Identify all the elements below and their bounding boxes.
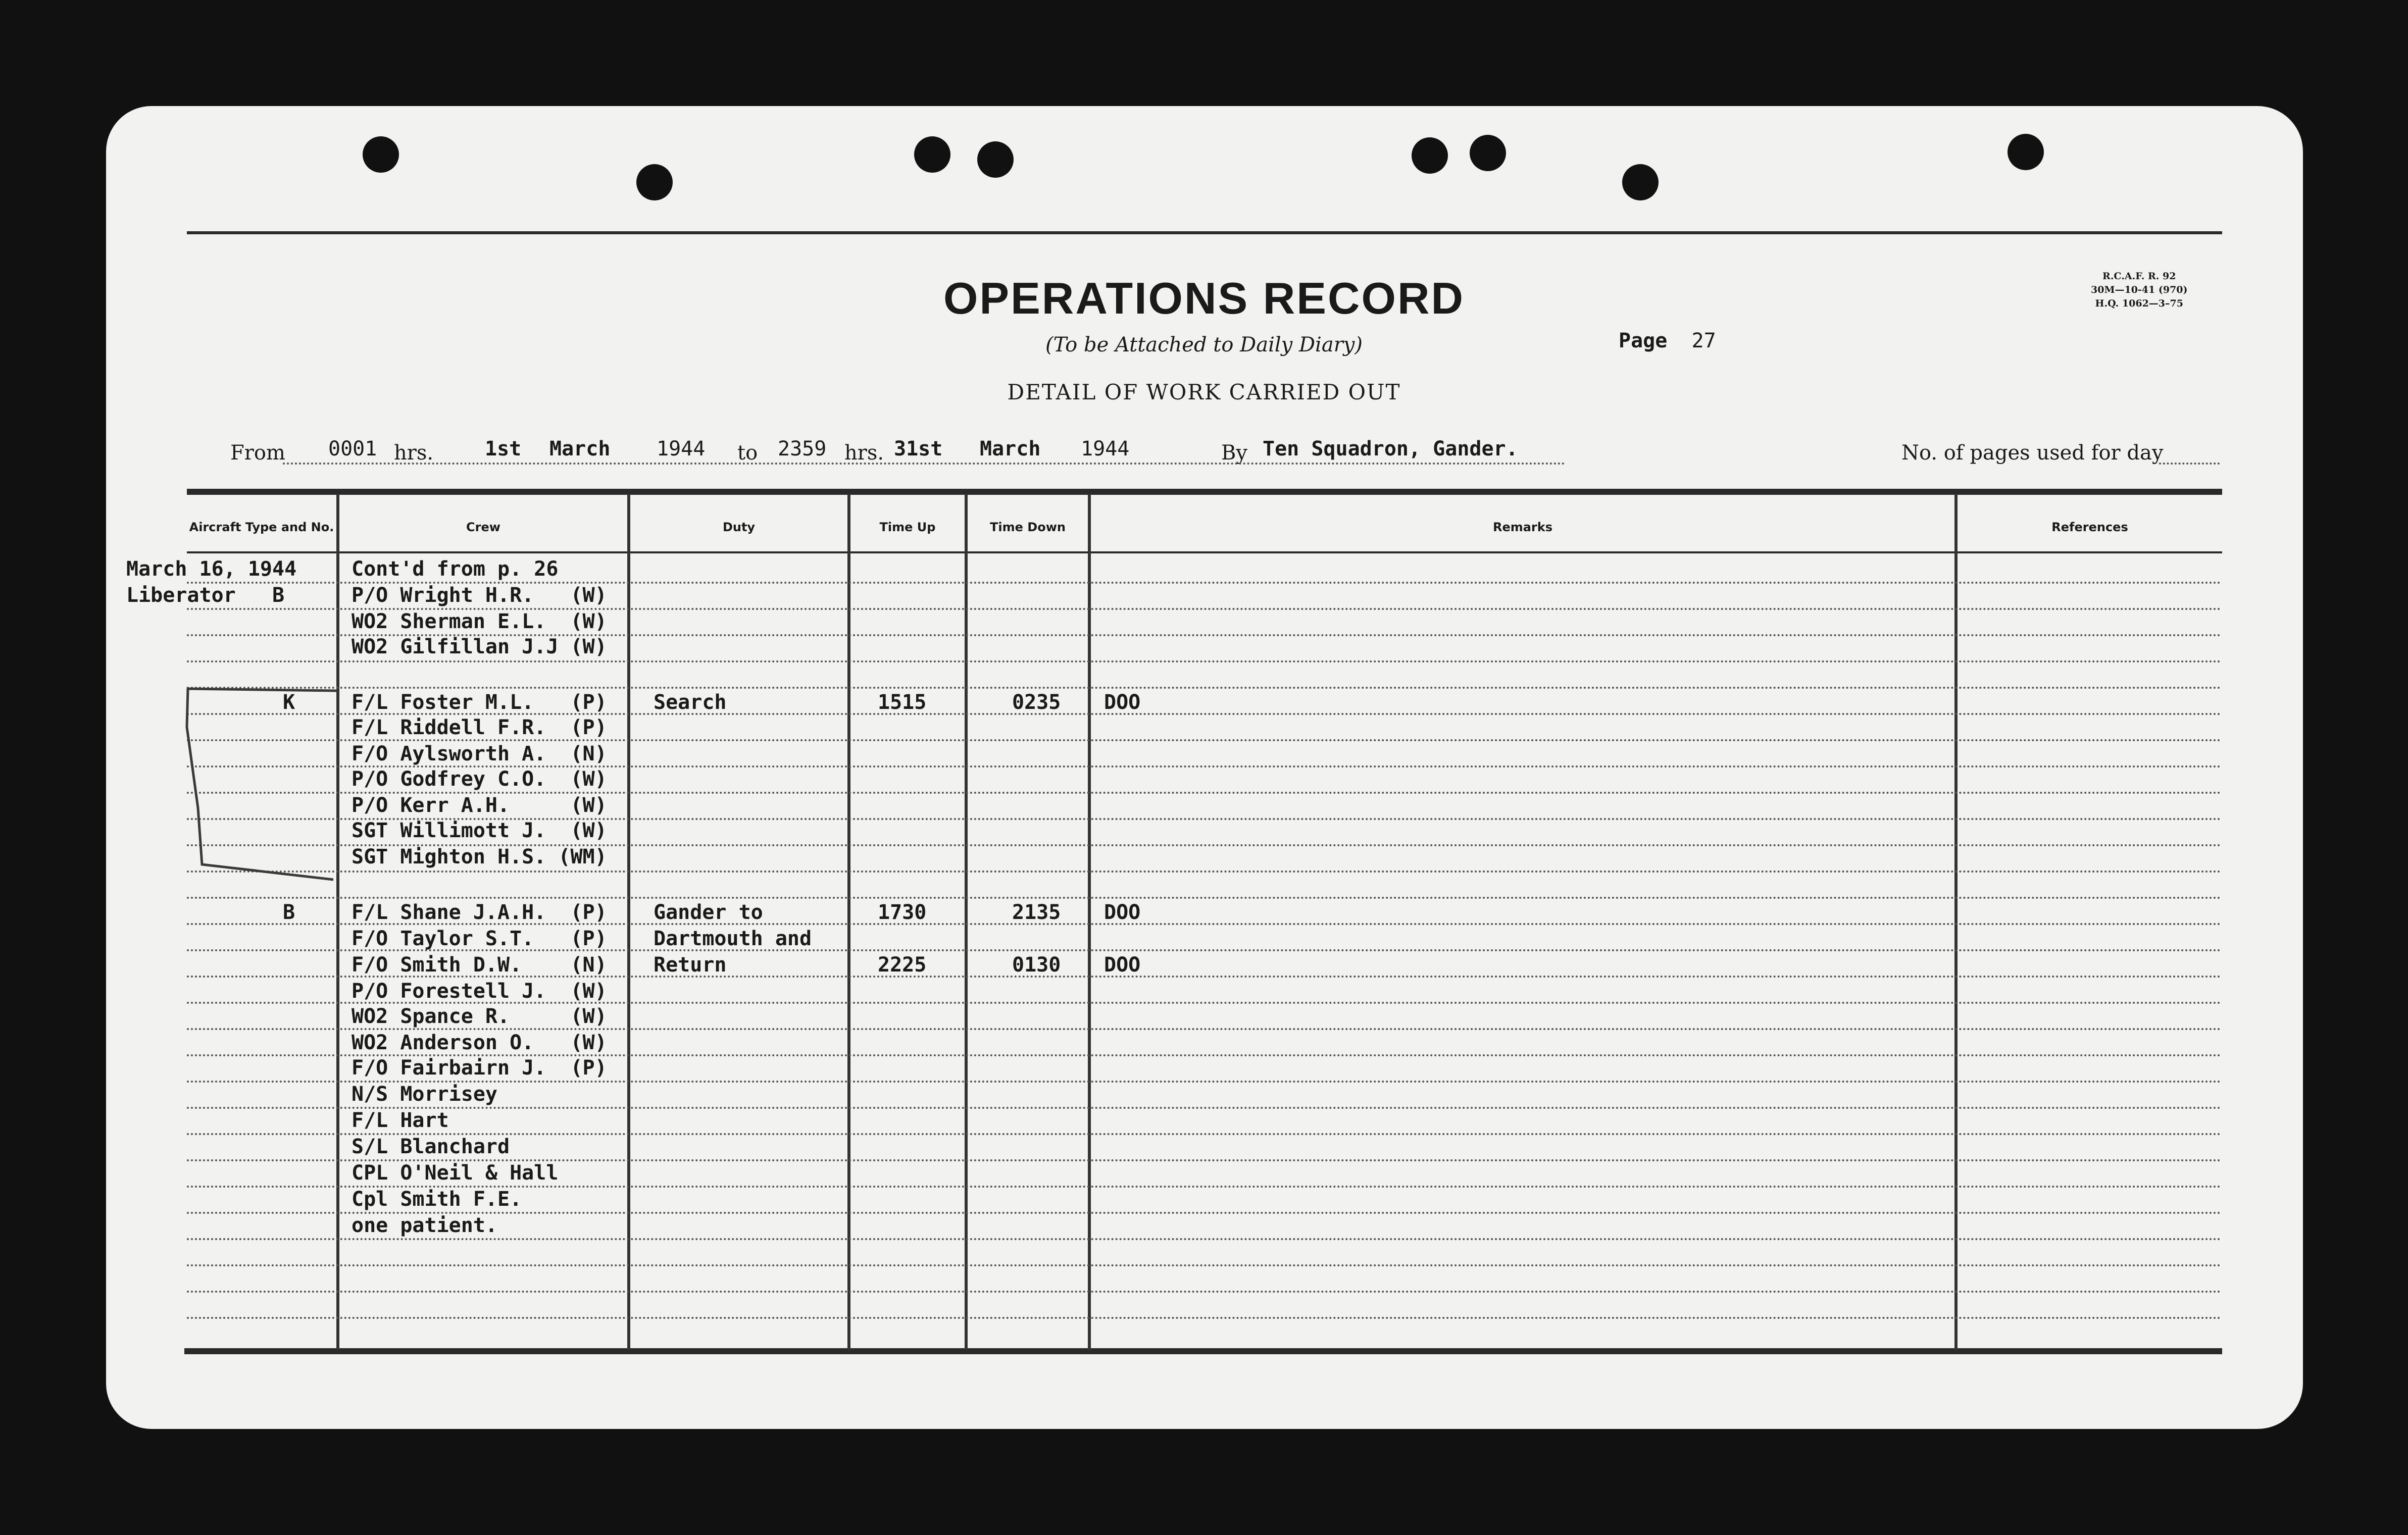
crew-cell: F/L Shane J.A.H. (P) [352,901,607,924]
column-header-time-down: Time Down [990,520,1066,534]
time-up-cell: 2225 [878,953,927,977]
to-label: to [737,441,758,465]
crew-cell: WO2 Gilfillan J.J (W) [352,635,607,658]
crew-cell: one patient. [352,1214,497,1237]
crew-cell: WO2 Sherman E.L. (W) [352,610,607,633]
column-divider [965,494,968,1350]
column-header-remarks: Remarks [1492,520,1553,534]
punch-hole [914,136,950,173]
crew-cell: WO2 Spance R. (W) [352,1005,607,1028]
duty-cell: Search [654,691,727,714]
punch-hole [1622,164,1659,200]
hrs-label: hrs. [844,441,884,465]
ruled-line [187,687,2222,689]
column-divider [847,494,850,1350]
from-label: From [230,441,285,465]
punch-hole [2008,134,2044,170]
ruled-line [187,871,2222,873]
crew-cell: F/O Smith D.W. (N) [352,953,607,977]
ruled-line [187,1291,2222,1293]
column-divider [1088,494,1091,1350]
form-code-line: 30M—10-41 (970) [2091,284,2188,295]
column-divider [627,494,630,1350]
punch-hole [977,141,1014,178]
form-code-line: R.C.A.F. R. 92 [2102,271,2176,282]
time-up-cell: 1515 [878,691,927,714]
crew-cell: F/L Riddell F.R. (P) [352,716,607,739]
page-label: Page [1619,329,1668,352]
table-bottom-rule [184,1348,2222,1354]
ruled-line [187,1317,2222,1319]
duty-cell: Gander to [654,901,763,924]
ruled-line [187,1238,2222,1240]
crew-cell: S/L Blanchard [352,1135,510,1158]
crew-cell: Cpl Smith F.E. [352,1188,522,1211]
crew-cell: F/O Taylor S.T. (P) [352,927,607,950]
crew-cell: F/O Fairbairn J. (P) [352,1056,607,1080]
aircraft-cell: B [283,901,295,924]
column-header-duty: Duty [722,520,756,534]
crew-cell: N/S Morrisey [352,1083,497,1106]
crew-cell: F/L Hart [352,1109,449,1132]
aircraft-cell: K [283,691,295,714]
punch-hole [1412,137,1448,174]
remarks-cell: DOO [1104,953,1141,977]
form-code-line: H.Q. 1062—3–75 [2095,298,2183,309]
punch-hole [1470,135,1506,171]
time-down-cell: 0130 [1012,953,1061,977]
column-header-references: References [2051,520,2128,534]
ruled-line [187,660,2222,662]
crew-cell: F/O Aylsworth A. (N) [352,742,607,765]
to-day: 31st [894,437,943,460]
duty-cell: Return [654,953,727,977]
crew-cell: P/O Forestell J. (W) [352,980,607,1003]
punch-hole [636,164,673,200]
aircraft-cell: Liberator B [126,584,285,607]
from-time: 0001 [328,437,377,460]
pages-used-label: No. of pages used for day [1901,441,2164,465]
from-year: 1944 [657,437,706,460]
crew-cell: P/O Kerr A.H. (W) [352,794,607,817]
page-number-field [1619,329,1716,352]
to-year: 1944 [1081,437,1130,460]
crew-cell: WO2 Anderson O. (W) [352,1031,607,1054]
column-header-crew: Crew [466,520,500,534]
to-month: March [980,437,1041,460]
column-divider [336,494,339,1350]
remarks-cell: DOO [1104,691,1141,714]
column-header-time-up: Time Up [879,520,936,534]
table-top-rule [187,489,2222,495]
column-header-aircraft: Aircraft Type and No. [189,520,334,534]
detail-heading: DETAIL OF WORK CARRIED OUT [1007,380,1401,404]
crew-cell: SGT Willimott J. (W) [352,819,607,842]
crew-cell: F/L Foster M.L. (P) [352,691,607,714]
crew-cell: P/O Godfrey C.O. (W) [352,768,607,791]
time-up-cell: 1730 [878,901,927,924]
top-rule [187,231,2222,234]
remarks-cell: DOO [1104,901,1141,924]
to-time: 2359 [778,437,827,460]
hrs-label: hrs. [394,441,434,465]
page-title: OPERATIONS RECORD [943,273,1465,323]
duty-cell: Dartmouth and [654,927,812,950]
punch-hole [363,136,399,173]
crew-cell: SGT Mighton H.S. (WM) [352,845,607,868]
crew-cell: P/O Wright H.R. (W) [352,584,607,607]
ruled-line [187,1107,2222,1109]
from-day: 1st [485,437,522,460]
time-down-cell: 2135 [1012,901,1061,924]
from-month: March [549,437,611,460]
crew-cell: CPL O'Neil & Hall [352,1161,559,1185]
by-unit: Ten Squadron, Gander. [1263,437,1518,460]
page-number: 27 [1691,329,1716,352]
page-subtitle: (To be Attached to Daily Diary) [1045,333,1363,356]
crew-cell: Cont'd from p. 26 [352,557,559,581]
by-label: By [1221,441,1247,465]
column-divider [1954,494,1958,1350]
ruled-line [187,897,2222,899]
header-bottom-rule [187,551,2222,553]
aircraft-cell: March 16, 1944 [126,557,297,581]
ruled-line [187,1264,2222,1266]
time-down-cell: 0235 [1012,691,1061,714]
